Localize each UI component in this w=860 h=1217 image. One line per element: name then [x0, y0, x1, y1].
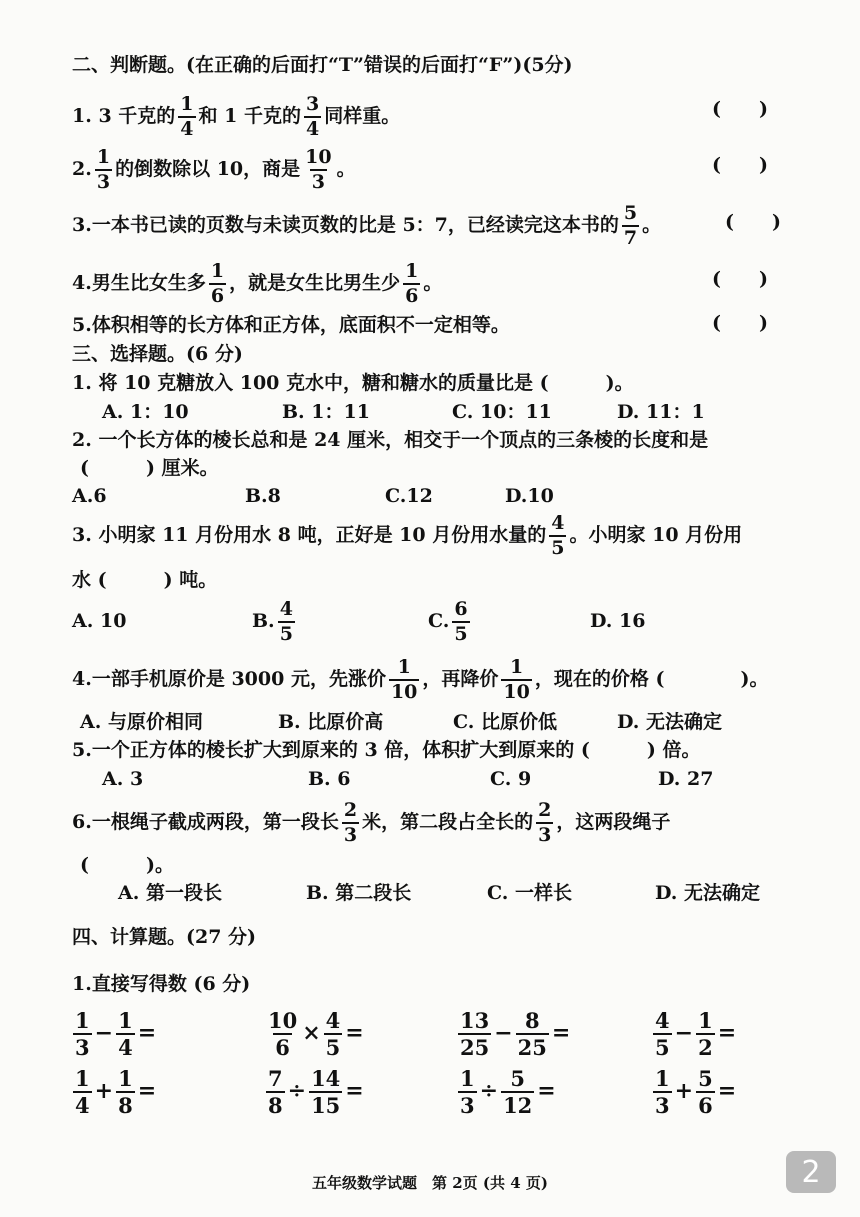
- calc-item: $\frac{1}{3}$ + $\frac{5}{6}$ =: [655, 1066, 737, 1118]
- choice-q5-option-c[interactable]: C. 9: [490, 768, 532, 790]
- judge-q1: 1. 3 千克的 $\frac{1}{4}$ 和 1 千克的 $\frac{3}{4}$ 同样重。: [72, 93, 401, 140]
- fraction: $\frac{3}{4}$: [305, 93, 320, 140]
- fraction: $\frac{4}{5}$: [279, 598, 293, 645]
- choice-q6-line1: 6.一根绳子截成两段，第一段长 $\frac{2}{3}$ 米，第二段占全长的 $\frac{2}{3}$ ，这两段绳子: [72, 799, 671, 846]
- fraction: $\frac{6}{5}$: [454, 598, 468, 645]
- fraction: $\frac{1}{6}$: [405, 260, 419, 307]
- choice-q6-option-b[interactable]: B. 第二段长: [306, 882, 412, 904]
- calc-subtitle: 1.直接写得数 (6 分): [72, 973, 251, 995]
- fraction: $\frac{10}{3}$: [305, 146, 332, 193]
- section-2-title: 二、判断题。(在正确的后面打“T”错误的后面打“F”)(5分): [72, 54, 573, 76]
- choice-q1-option-d[interactable]: D. 11：1: [617, 401, 705, 423]
- choice-q3-line1: 3. 小明家 11 月份用水 8 吨，正好是 10 月份用水量的 $\frac{4}{5}$ 。小明家 10 月份用: [72, 512, 743, 559]
- choice-q5-option-a[interactable]: A. 3: [102, 768, 144, 790]
- choice-q2-option-d[interactable]: D.10: [505, 485, 554, 507]
- choice-q3-option-a[interactable]: A. 10: [72, 610, 127, 632]
- choice-q1-option-a[interactable]: A. 1：10: [102, 401, 189, 423]
- choice-q2-option-b[interactable]: B.8: [245, 485, 281, 507]
- answer-blank[interactable]: ( ): [725, 211, 781, 233]
- choice-q4-option-d[interactable]: D. 无法确定: [617, 711, 723, 733]
- fraction: $\frac{1}{6}$: [210, 260, 225, 307]
- choice-q4-option-b[interactable]: B. 比原价高: [278, 711, 384, 733]
- answer-blank[interactable]: ( ): [712, 268, 768, 290]
- choice-q2-option-c[interactable]: C.12: [385, 485, 433, 507]
- answer-blank[interactable]: ( ): [712, 312, 768, 334]
- judge-q4: 4.男生比女生多 $\frac{1}{6}$ ，就是女生比男生少 $\frac{1}{6}$ 。: [72, 260, 443, 307]
- choice-q6-line2: ( )。: [80, 854, 174, 876]
- fraction: $\frac{5}{7}$: [623, 202, 638, 249]
- choice-q6-option-a[interactable]: A. 第一段长: [118, 882, 222, 904]
- choice-q2-option-a[interactable]: A.6: [72, 485, 107, 507]
- choice-q3-option-b[interactable]: B. $\frac{4}{5}$: [252, 598, 293, 645]
- page-number-badge: 2: [786, 1151, 836, 1193]
- section-3-title: 三、选择题。(6 分): [72, 343, 243, 365]
- fraction: $\frac{1}{10}$: [390, 656, 418, 703]
- choice-q5-option-d[interactable]: D. 27: [658, 768, 714, 790]
- calc-item: $\frac{13}{25}$ − $\frac{8}{25}$ =: [460, 1008, 571, 1060]
- calc-item: $\frac{7}{8}$ ÷ $\frac{14}{15}$ =: [268, 1066, 364, 1118]
- calc-item: $\frac{1}{3}$ − $\frac{1}{4}$ =: [75, 1008, 157, 1060]
- choice-q2-line2: ( ) 厘米。: [80, 457, 219, 479]
- answer-blank[interactable]: ( ): [712, 98, 768, 120]
- fraction: $\frac{4}{5}$: [551, 512, 565, 559]
- fraction: $\frac{1}{3}$: [96, 146, 111, 193]
- choice-q1-option-b[interactable]: B. 1：11: [282, 401, 370, 423]
- choice-q5: 5.一个正方体的棱长扩大到原来的 3 倍，体积扩大到原来的 ( ) 倍。: [72, 739, 701, 761]
- choice-q1: 1. 将 10 克糖放入 100 克水中，糖和糖水的质量比是 ( )。: [72, 372, 634, 394]
- calc-item: $\frac{1}{4}$ + $\frac{1}{8}$ =: [75, 1066, 157, 1118]
- answer-blank[interactable]: ( ): [712, 154, 768, 176]
- fraction: $\frac{1}{10}$: [503, 656, 530, 703]
- calc-item: $\frac{1}{3}$ ÷ $\frac{5}{12}$ =: [460, 1066, 556, 1118]
- choice-q5-option-b[interactable]: B. 6: [308, 768, 351, 790]
- fraction: $\frac{2}{3}$: [538, 799, 552, 846]
- page-footer: 五年级数学试题 第 2页 (共 4 页): [312, 1174, 548, 1192]
- judge-q3: 3.一本书已读的页数与未读页数的比是 5：7，已经读完这本书的 $\frac{5}{7}$ 。: [72, 202, 662, 249]
- section-4-title: 四、计算题。(27 分): [72, 926, 257, 948]
- choice-q4-option-a[interactable]: A. 与原价相同: [80, 711, 203, 733]
- fraction: $\frac{1}{4}$: [180, 93, 194, 140]
- choice-q2-line1: 2. 一个长方体的棱长总和是 24 厘米，相交于一个顶点的三条棱的长度和是: [72, 429, 709, 451]
- judge-q5: 5.体积相等的长方体和正方体，底面积不一定相等。: [72, 314, 510, 336]
- choice-q4: 4.一部手机原价是 3000 元，先涨价 $\frac{1}{10}$ ，再降价 $\frac{1}{10}$ ，现在的价格 ( )。: [72, 656, 769, 703]
- calc-item: $\frac{10}{6}$ × $\frac{4}{5}$ =: [268, 1008, 364, 1060]
- choice-q4-option-c[interactable]: C. 比原价低: [453, 711, 558, 733]
- judge-q2: 2. $\frac{1}{3}$ 的倒数除以 10，商是 $\frac{10}{3}$ 。: [72, 146, 356, 193]
- choice-q3-option-c[interactable]: C. $\frac{6}{5}$: [428, 598, 468, 645]
- choice-q6-option-d[interactable]: D. 无法确定: [655, 882, 761, 904]
- choice-q6-option-c[interactable]: C. 一样长: [487, 882, 573, 904]
- choice-q1-option-c[interactable]: C. 10：11: [452, 401, 552, 423]
- calc-item: $\frac{4}{5}$ − $\frac{1}{2}$ =: [655, 1008, 737, 1060]
- choice-q3-line2: 水 ( ) 吨。: [72, 569, 218, 591]
- choice-q3-option-d[interactable]: D. 16: [590, 610, 646, 632]
- fraction: $\frac{2}{3}$: [343, 799, 358, 846]
